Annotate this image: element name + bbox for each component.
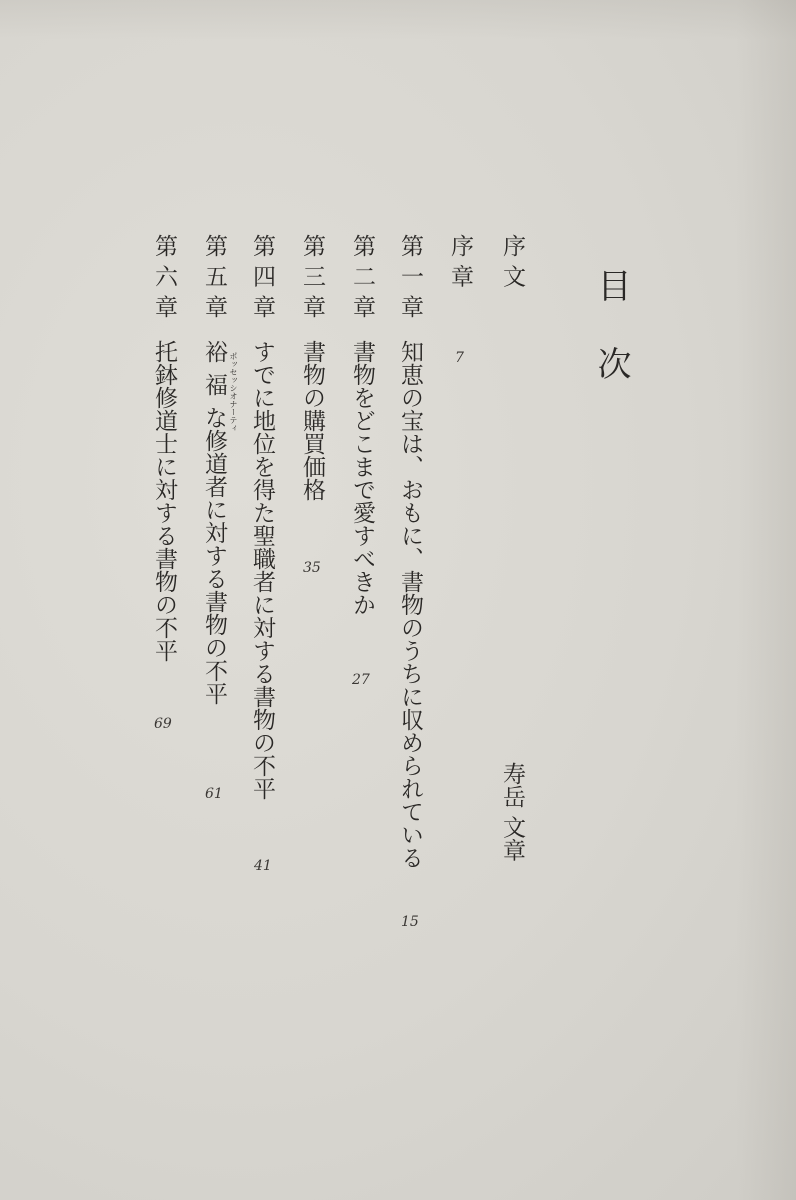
- toc-entry-prologue: [448, 234, 471, 287]
- toc-entry-author: [500, 762, 523, 861]
- toc-entry-label: 第 四 章: [249, 234, 275, 318]
- page-top-shadow: [0, 0, 796, 40]
- toc-entry-text: 托鉢修道士に対する書物の不平: [151, 339, 177, 662]
- page-number: 41: [254, 858, 272, 874]
- toc-entry-label: 序 章: [447, 234, 473, 288]
- toc-entry-text: 書物の購買価格: [299, 339, 325, 501]
- toc-entry-text-a: 裕: [201, 339, 227, 363]
- toc-entry-text-b: 福: [201, 372, 227, 396]
- toc-entry-chapter-2: [350, 234, 373, 616]
- toc-entry-label: 第 三 章: [299, 234, 325, 318]
- page-number: 7: [455, 350, 464, 366]
- toc-title-char-2: 次: [591, 346, 631, 380]
- page-shadow: [736, 0, 796, 1200]
- toc-entry-label: 第 二 章: [349, 234, 375, 318]
- toc-entry-label: 第 五 章: [201, 234, 227, 318]
- toc-entry-label: 第 一 章: [397, 234, 423, 318]
- toc-entry-preface: [500, 234, 523, 287]
- toc-entry-label: 序 文: [499, 234, 525, 288]
- toc-entry-chapter-1: [398, 234, 421, 869]
- page-number: 61: [205, 786, 223, 802]
- ruby-annotation: ポッセッシオナーティ: [229, 352, 238, 432]
- page-number: 69: [154, 716, 172, 732]
- toc-entry-text: 書物をどこまで愛すべきか: [349, 339, 375, 616]
- toc-entry-text-c: な修道者に対する書物の不平: [201, 405, 227, 705]
- toc-title: [591, 268, 631, 380]
- toc-entry-chapter-3: [300, 234, 323, 501]
- author-name: 寿岳 文章: [499, 762, 525, 862]
- toc-entry-chapter-6: [152, 234, 175, 662]
- toc-entry-chapter-5: [202, 234, 225, 705]
- toc-entry-label: 第 六 章: [151, 234, 177, 318]
- toc-entry-text: 知恵の宝は、おもに、書物のうちに収められている: [397, 339, 423, 869]
- toc-title-char-1: 目: [591, 268, 631, 302]
- page-number: 27: [352, 672, 370, 688]
- toc-entry-text: すでに地位を得た聖職者に対する書物の不平: [249, 339, 275, 800]
- page-number: 35: [303, 560, 321, 576]
- page-number: 15: [401, 914, 419, 930]
- toc-entry-chapter-4: [250, 234, 273, 800]
